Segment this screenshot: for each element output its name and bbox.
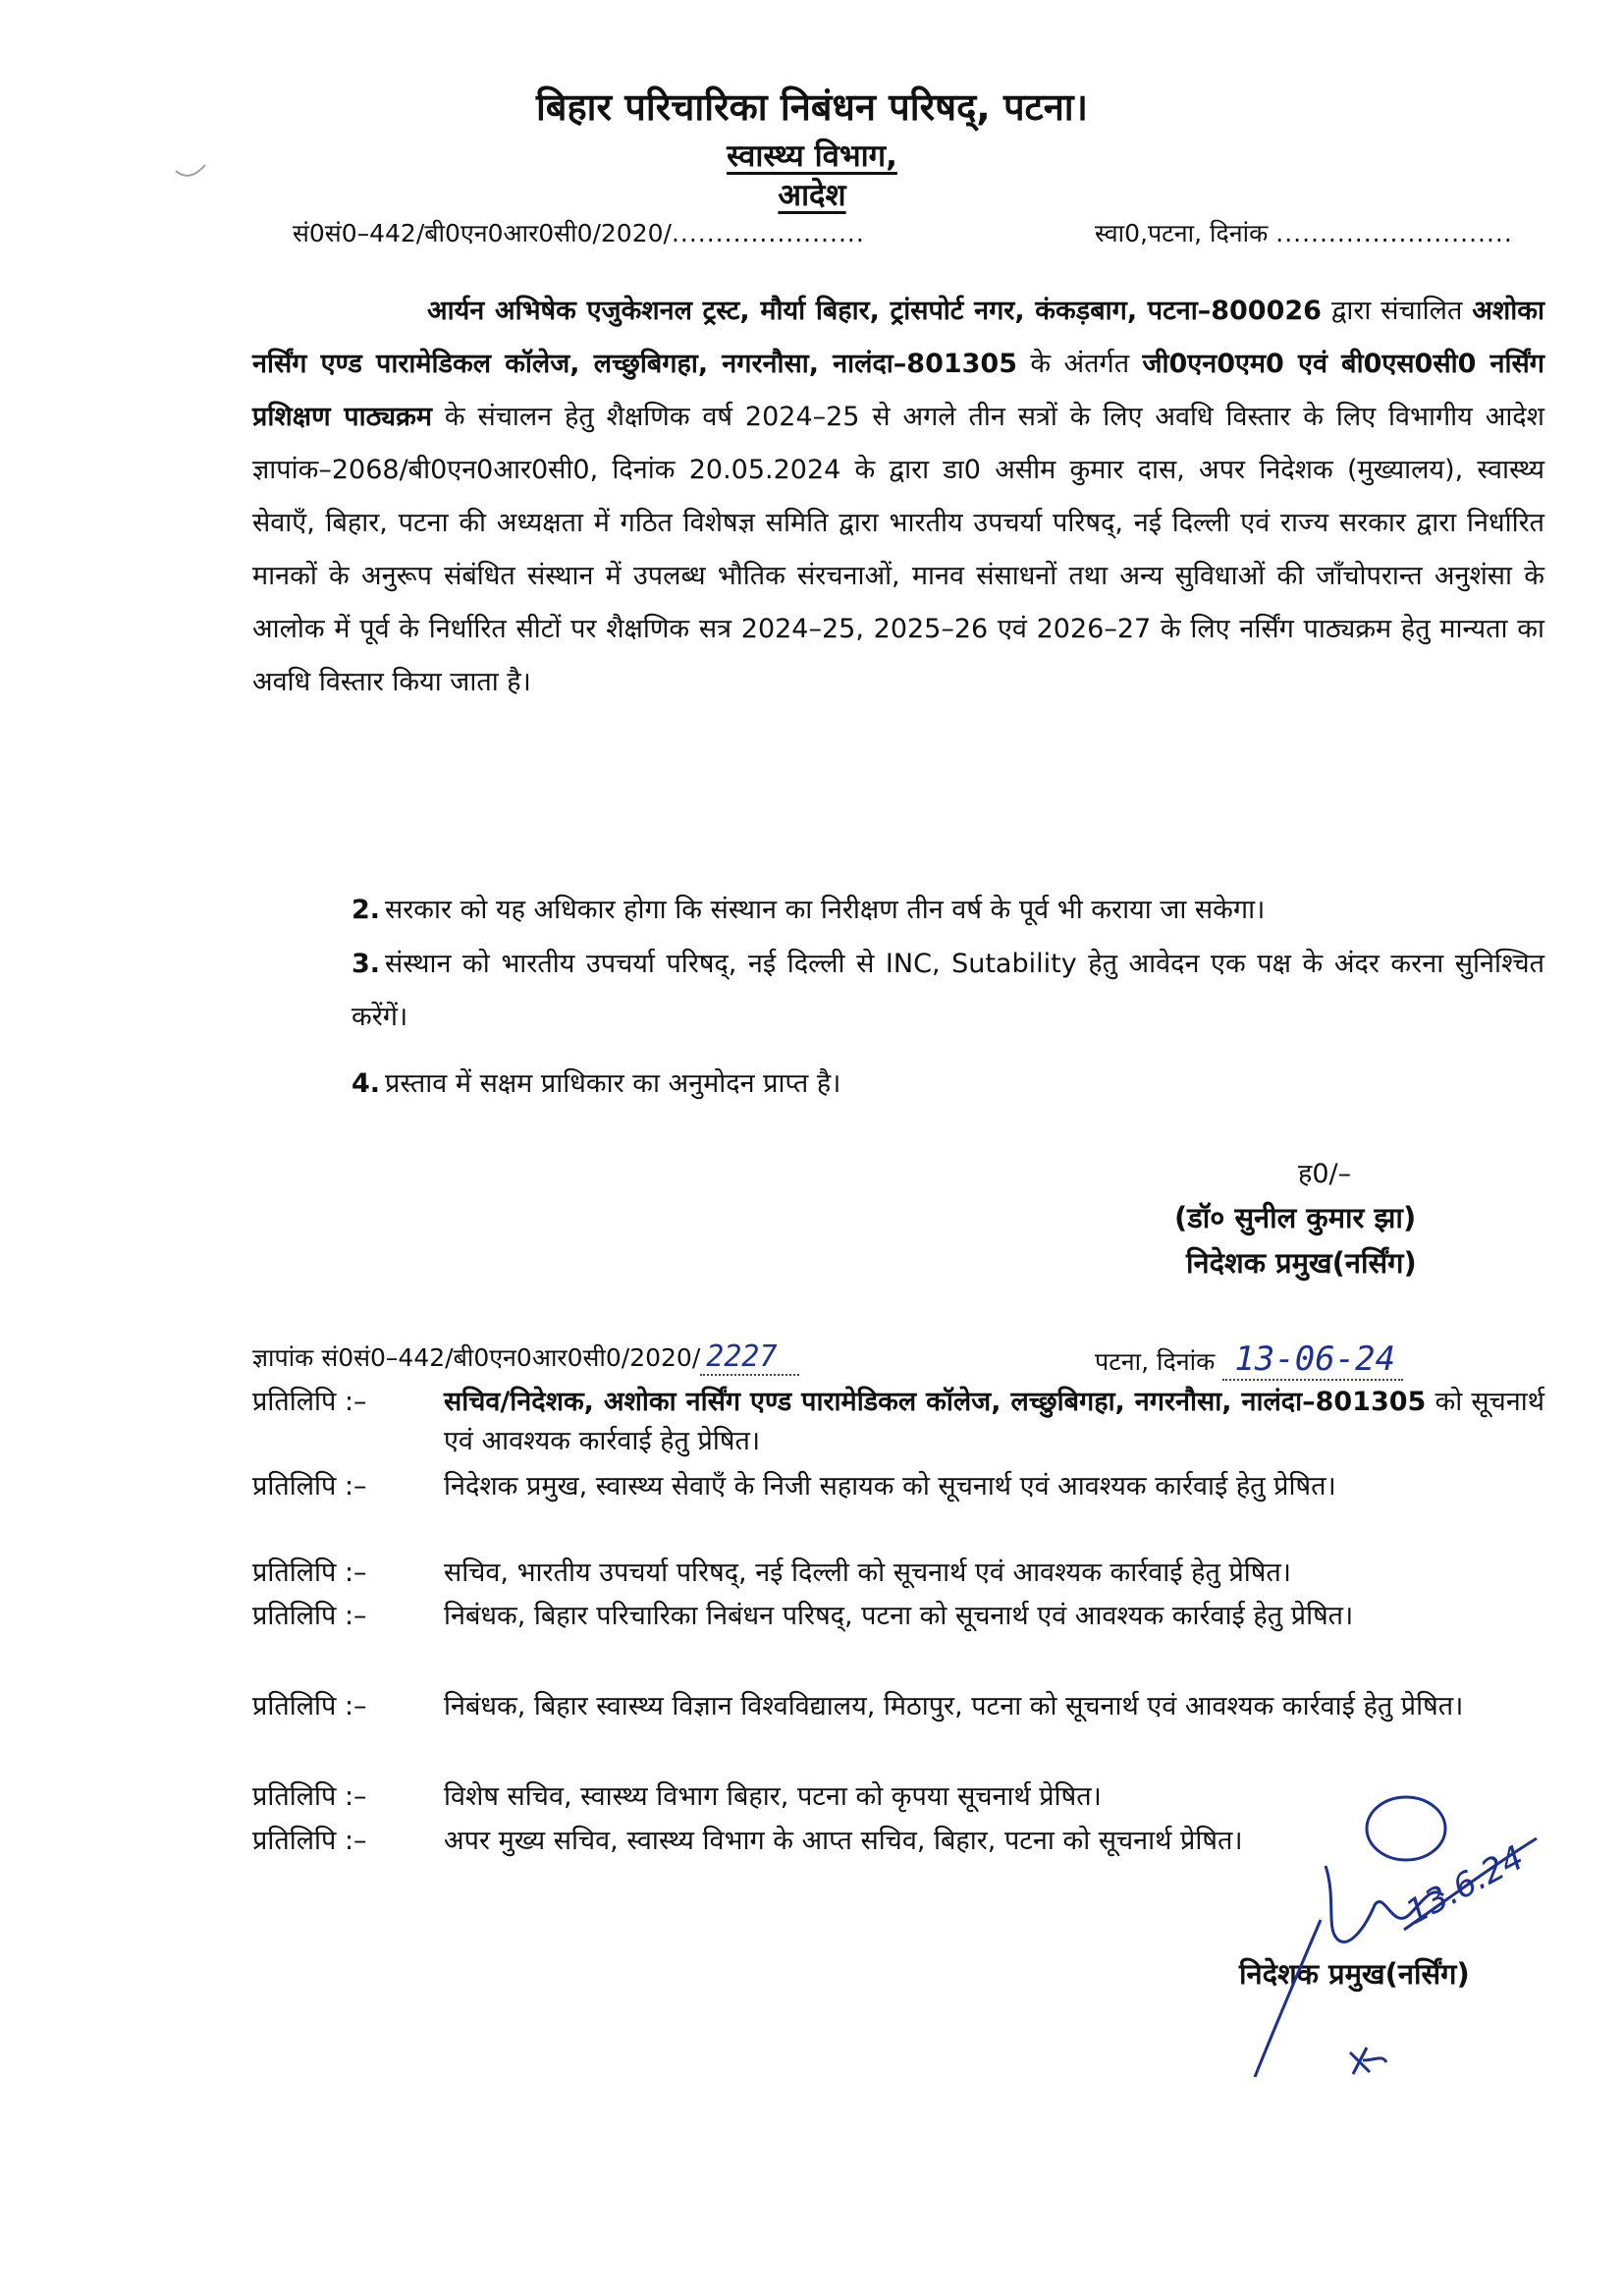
copy-3: प्रतिलिपि :– सचिव, भारतीय उपचर्या परिषद्, नई दिल्ली को सूचनार्थ एवं आवश्यक कार्रवाई हेतु प्रेषित।	[252, 1558, 1292, 1588]
order-paragraph: आर्यन अभिषेक एजुकेशनल ट्रस्ट, मौर्या बिहार, ट्रांसपोर्ट नगर, कंकड़बाग, पटना–800026 द्वारा संचालित अशोका नर्सिंग एण्ड पारामेडिकल कॉलेज, लच्छुबिगहा, नगरनौसा, नालंदा–801305 के अंतर्गत जी0एन0एम0 एवं बी0एस0सी0 नर्सिंग प्रशिक्षण पाठ्यक्रम के संचालन हेतु शैक्षणिक वर्ष 2024–25 से अगले तीन सत्रों के लिए अवधि विस्तार के लिए विभागीय आदेश ज्ञापांक–2068/बी0एन0आर0सी0, दिनांक 20.05.2024 के द्वारा डा0 असीम कुमार दास, अपर निदेशक (मुख्यालय), स्वास्थ्य सेवाएँ, बिहार, पटना की अध्यक्षता में गठित विशेषज्ञ समिति द्वारा भारतीय उपचर्या परिषद्, नई दिल्ली एवं राज्य सरकार द्वारा निर्धारित मानकों के अनुरूप संबंधित संस्थान में उपलब्ध भौतिक संरचनाओं, मानव संसाधनों तथा अन्य सुविधाओं की जाँचोपरान्त अनुशंसा के आलोक में पूर्व के निर्धारित सीटों पर शैक्षणिक सत्र 2024–25, 2025–26 एवं 2026–27 के लिए नर्सिंग पाठ्यक्रम हेतु मान्यता का अवधि विस्तार किया जाता है।	[252, 296, 1544, 697]
copy-2: प्रतिलिपि :– निदेशक प्रमुख, स्वास्थ्य सेवाएँ के निजी सहायक को सूचनार्थ एवं आवश्यक कार्रवाई हेतु प्रेषित।	[252, 1471, 1336, 1502]
department-name: स्वास्थ्य विभाग,	[727, 138, 897, 174]
point-3: 3. संस्थान को भारतीय उपचर्या परिषद्, नई दिल्ली से INC, Sutability हेतु आवेदन एक पक्ष के अंदर करना सुनिश्चित करेंगें।	[352, 949, 1544, 1032]
copy-4: प्रतिलिपि :– निबंधक, बिहार परिचारिका निबंधन परिषद्, पटना को सूचनार्थ एवं आवश्यक कार्रवाई हेतु प्रेषित।	[252, 1601, 1354, 1631]
trust-name: आर्यन अभिषेक एजुकेशनल ट्रस्ट, मौर्या बिहार, ट्रांसपोर्ट नगर, कंकड़बाग, पटना–800026	[427, 296, 1322, 326]
dispatch-number-handwritten: 2227	[700, 1339, 798, 1376]
final-signatory-title: निदेशक प्रमुख(नर्सिंग)	[1239, 1957, 1470, 1991]
signatory-title: निदेशक प्रमुख(नर्सिंग)	[1186, 1246, 1417, 1280]
copy-7: प्रतिलिपि :– अपर मुख्य सचिव, स्वास्थ्य विभाग के आप्त सचिव, बिहार, पटना को सूचनार्थ प्रेषित।	[252, 1826, 1243, 1856]
point-4: 4. प्रस्ताव में सक्षम प्राधिकार का अनुमोदन प्राप्त है।	[352, 1068, 841, 1099]
dispatch-date-handwritten: 13-06-24	[1222, 1339, 1403, 1381]
memo-number: सं0सं0–442/बी0एन0आर0सी0/2020/	[293, 219, 672, 247]
point-2: 2. सरकार को यह अधिकार होगा कि संस्थान का निरीक्षण तीन वर्ष के पूर्व भी कराया जा सकेगा।	[352, 895, 1266, 925]
place-date-label: स्वा0,पटना, दिनांक	[1095, 219, 1269, 247]
copy-1: प्रतिलिपि :– सचिव/निदेशक, अशोका नर्सिंग एण्ड पारामेडिकल कॉलेज, लच्छुबिगहा, नगरनौसा, नालंदा–801305 को सूचनार्थ एवं आवश्यक कार्रवाई हेतु प्रेषित।	[252, 1387, 1544, 1456]
dispatch-ref: ज्ञापांक सं0सं0–442/बी0एन0आर0सी0/2020/	[252, 1343, 701, 1372]
date-blank: ...........................	[1275, 219, 1513, 247]
college-name: अशोका नर्सिंग एण्ड पारामेडिकल कॉलेज, लच्छुबिगहा, नगरनौसा, नालंदा–801305	[252, 296, 1544, 379]
signed-mark: ह0/–	[1298, 1159, 1352, 1189]
signatory-name: (डॉ० सुनील कुमार झा)	[1174, 1201, 1417, 1234]
dispatch-date-label: पटना, दिनांक	[1095, 1347, 1216, 1376]
signature-date-text: 13.6.24	[1399, 1837, 1531, 1933]
memo-number-blank: ......................	[671, 219, 865, 247]
council-title: बिहार परिचारिका निबंधन परिषद्, पटना।	[535, 85, 1089, 129]
course-name: जी0एन0एम0 एवं बी0एस0सी0 नर्सिंग प्रशिक्षण पाठ्यक्रम	[252, 349, 1544, 432]
order-heading: आदेश	[778, 178, 846, 213]
copy-6: प्रतिलिपि :– विशेष सचिव, स्वास्थ्य विभाग बिहार, पटना को कृपया सूचनार्थ प्रेषित।	[252, 1781, 1102, 1812]
copy-5: प्रतिलिपि :– निबंधक, बिहार स्वास्थ्य विज्ञान विश्वविद्यालय, मिठापुर, पटना को सूचनार्थ एवं आवश्यक कार्रवाई हेतु प्रेषित।	[252, 1691, 1464, 1722]
